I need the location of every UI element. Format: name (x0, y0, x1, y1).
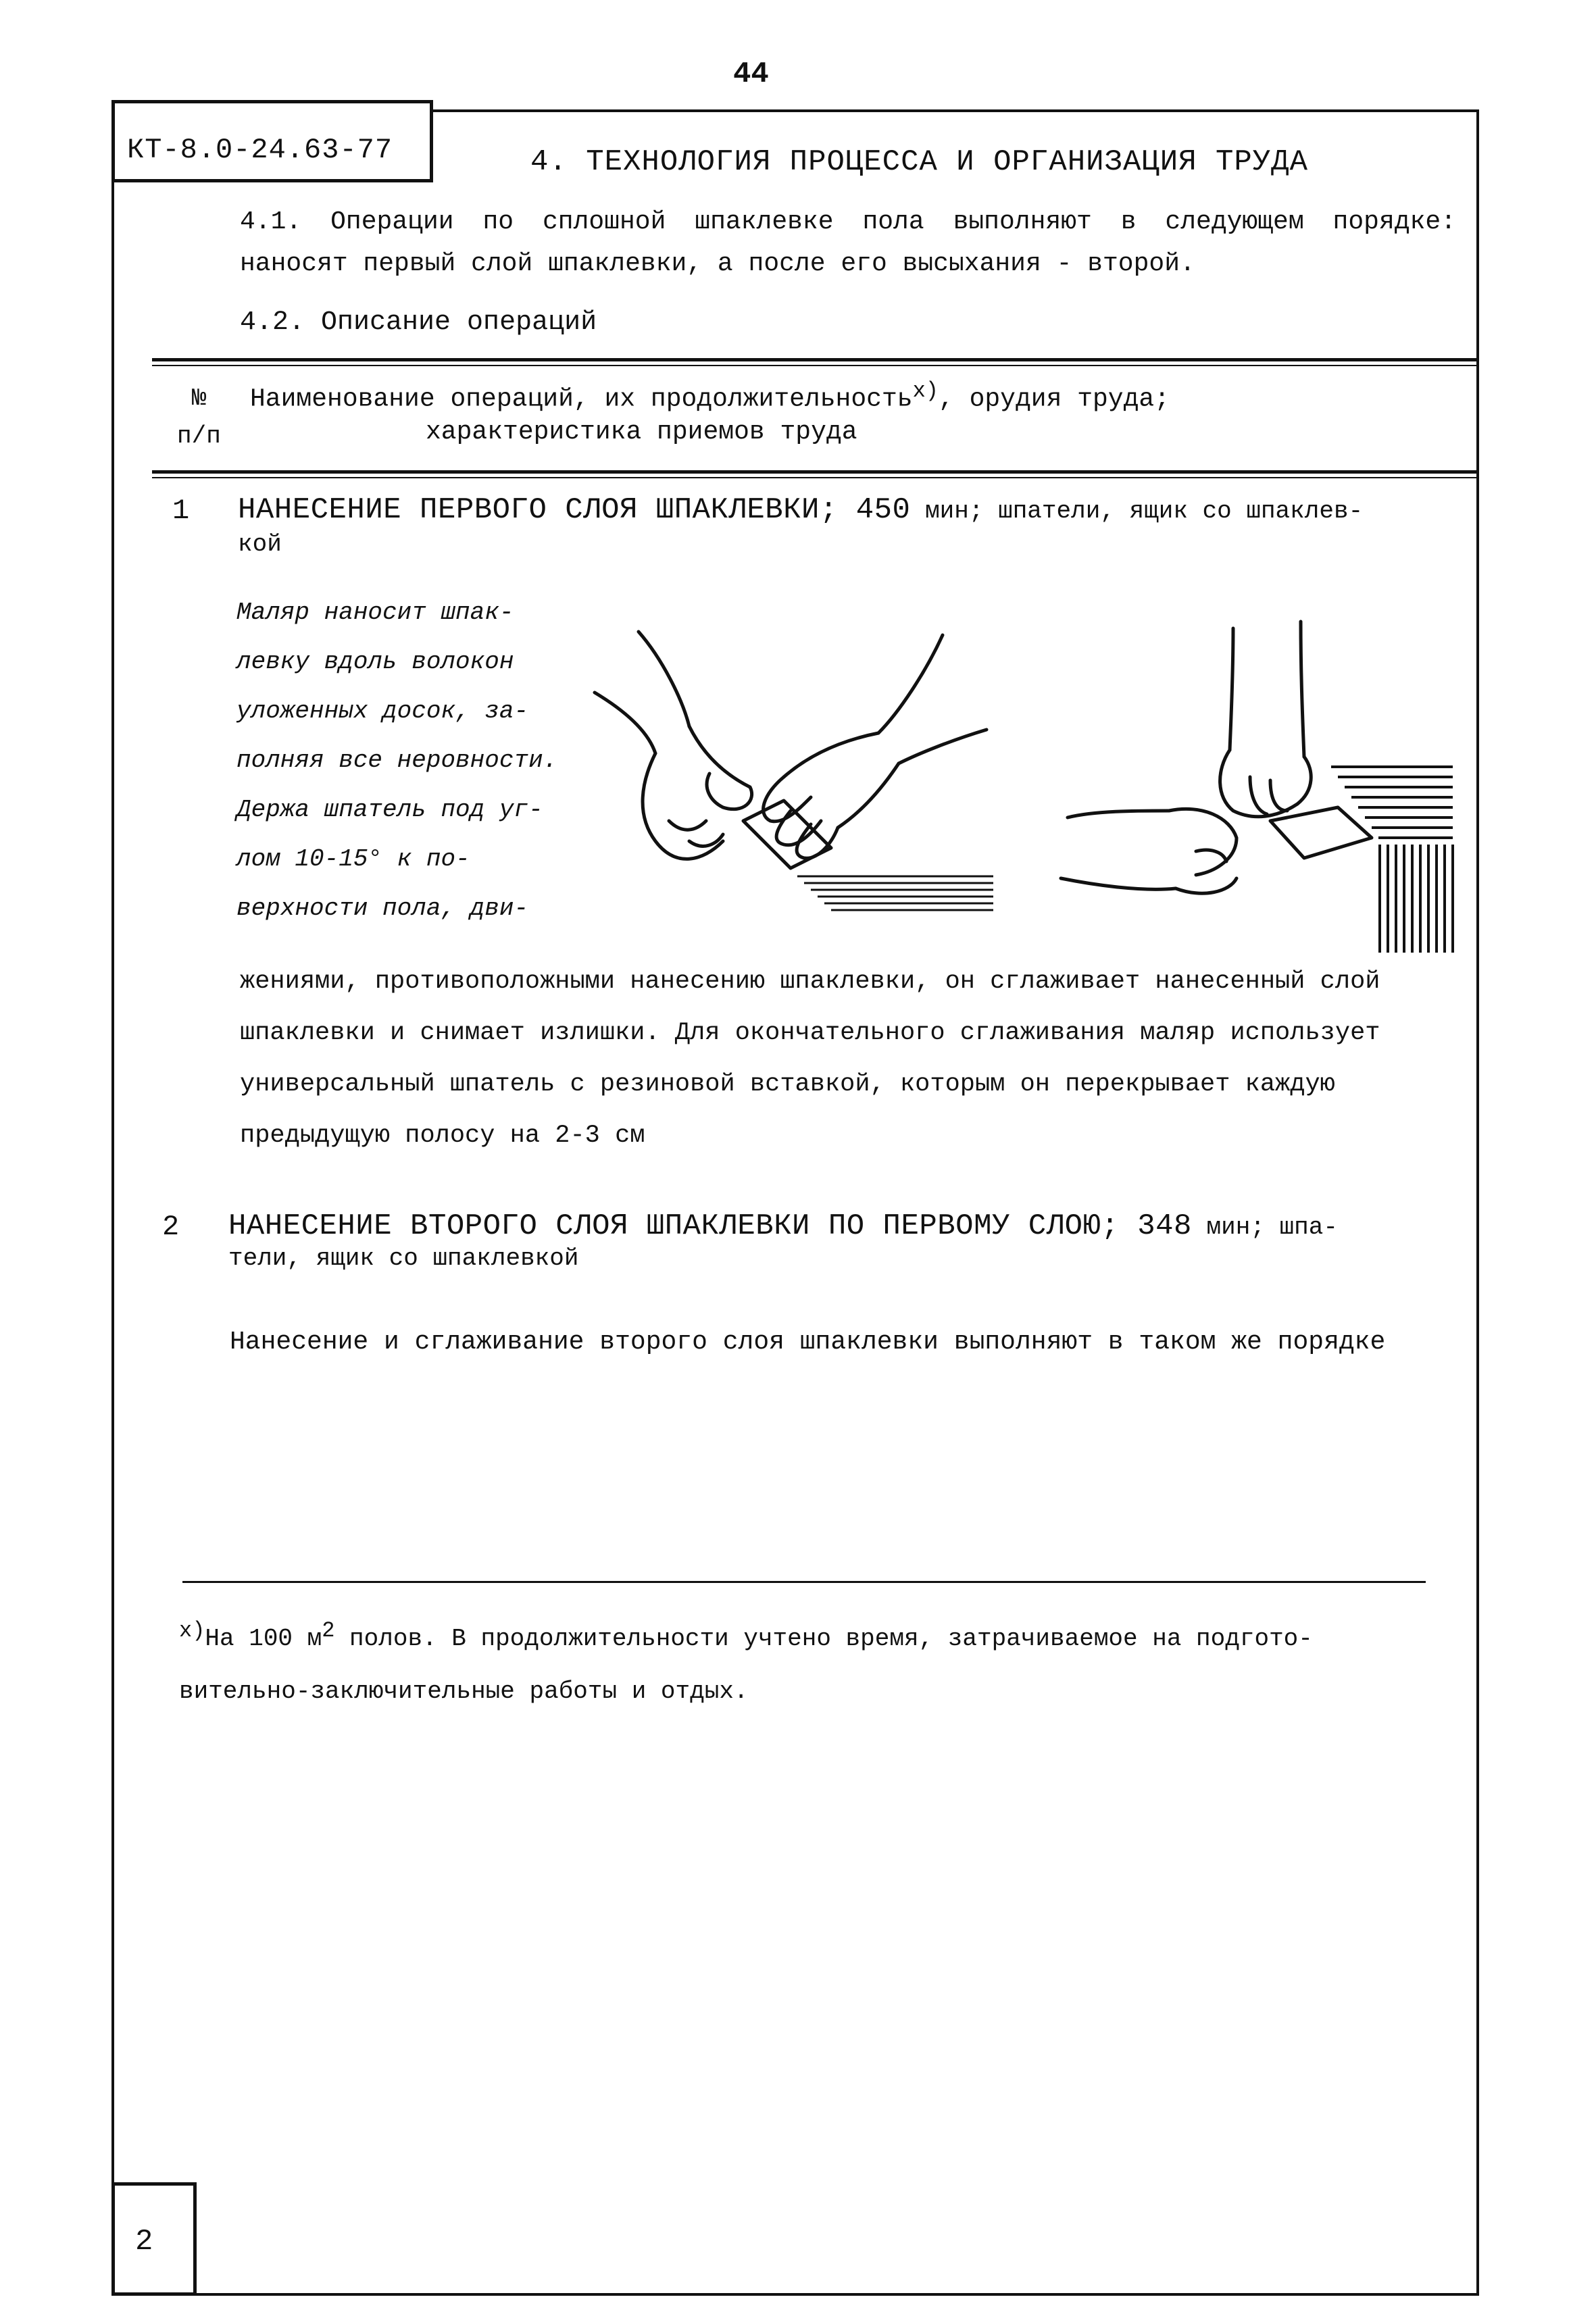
col-desc-footnote-marker: х) (912, 378, 939, 403)
operation-2-title-tail: мин; шпа- (1191, 1213, 1338, 1241)
footnote-rule (182, 1581, 1426, 1583)
operation-2-title-main: НАНЕСЕНИЕ ВТОРОГО СЛОЯ ШПАКЛЕВКИ ПО ПЕРВОМУ СЛОЮ; 348 (228, 1209, 1192, 1243)
illustration-hands-smoothing-putty (1054, 615, 1460, 959)
sheet-number: 2 (135, 2225, 153, 2259)
cont-line: шпаклевки и снимает излишки. Для окончательного сглаживания маляр использует (240, 1019, 1380, 1047)
operation-1-title (238, 493, 1478, 527)
cont-line: жениями, противоположными нанесению шпаклевки, он сглаживает нанесенный слой (240, 967, 1380, 996)
col-desc-header-line1 (250, 378, 1170, 414)
operation-1-side-text (236, 588, 574, 933)
col-desc-line1-tail: , орудия труда; (938, 384, 1170, 414)
heading-4-2: 4.2. Описание операций (240, 307, 597, 338)
operation-1-title-main: НАНЕСЕНИЕ ПЕРВОГО СЛОЯ ШПАКЛЕВКИ; 450 (238, 493, 911, 527)
col-desc-header-line2: характеристика приемов труда (426, 418, 857, 447)
side-line: верхности пола, дви- (236, 895, 529, 922)
operation-1-title-tail: мин; шпатели, ящик со шпаклев- (910, 497, 1364, 525)
footnote-unit-sup: 2 (322, 1618, 335, 1643)
section-title: 4. ТЕХНОЛОГИЯ ПРОЦЕССА И ОРГАНИЗАЦИЯ ТРУДА (530, 145, 1308, 179)
col-number-line2: п/п (177, 422, 221, 450)
operation-2-text: Нанесение и сглаживание второго слоя шпаклевки выполняют в таком же порядке (230, 1328, 1386, 1357)
paragraph-4-1: 4.1. Операции по сплошной шпаклевке пола выполняют в следующем порядке: наносят первый слой шпаклевки, а после его высыхания - второй. (240, 207, 1456, 278)
side-line: Маляр наносит шпак- (236, 599, 514, 626)
footnote (179, 1605, 1443, 1718)
sheet-number-box (111, 2182, 197, 2296)
illustration-hands-spreading-putty (588, 618, 1007, 915)
side-line: уложенных досок, за- (236, 697, 529, 725)
side-line: полняя все неровности. (236, 747, 558, 774)
footnote-line1-b: полов. В продолжительности учтено время, затрачиваемое на подгото- (334, 1625, 1313, 1653)
operation-2-title-line2: тели, ящик со шпаклевкой (228, 1244, 579, 1272)
cont-line: универсальный шпатель с резиновой вставкой, которым он перекрывает каждую (240, 1070, 1335, 1099)
footnote-line2: вительно-заключительные работы и отдых. (179, 1678, 749, 1705)
table-header-bottom-rule-thin (152, 477, 1476, 478)
table-top-rule-thin (152, 365, 1476, 366)
page-number: 44 (733, 57, 769, 91)
footnote-marker: х) (179, 1618, 205, 1643)
footnote-line1 (179, 1605, 1443, 1665)
operation-2-number: 2 (162, 1211, 180, 1243)
operation-2-title (228, 1209, 1478, 1243)
col-number-line1: № (191, 384, 207, 412)
side-line: Держа шпатель под уг- (236, 796, 543, 824)
side-line: лом 10-15° к по- (236, 845, 470, 873)
operation-1-number: 1 (172, 495, 190, 527)
doc-code-box (111, 100, 433, 182)
cont-line: предыдущую полосу на 2-3 см (240, 1122, 645, 1150)
table-top-rule (152, 358, 1476, 361)
table-header-bottom-rule (152, 470, 1476, 474)
col-number-header (177, 380, 221, 455)
operation-1-continued-text (240, 956, 1480, 1161)
operation-1-title-line2: кой (238, 530, 282, 558)
footnote-line1-a: На 100 м (205, 1625, 322, 1653)
side-line: левку вдоль волокон (236, 648, 514, 676)
col-desc-line1: Наименование операций, их продолжительность (250, 384, 913, 414)
doc-code: КТ-8.0-24.63-77 (127, 134, 393, 166)
